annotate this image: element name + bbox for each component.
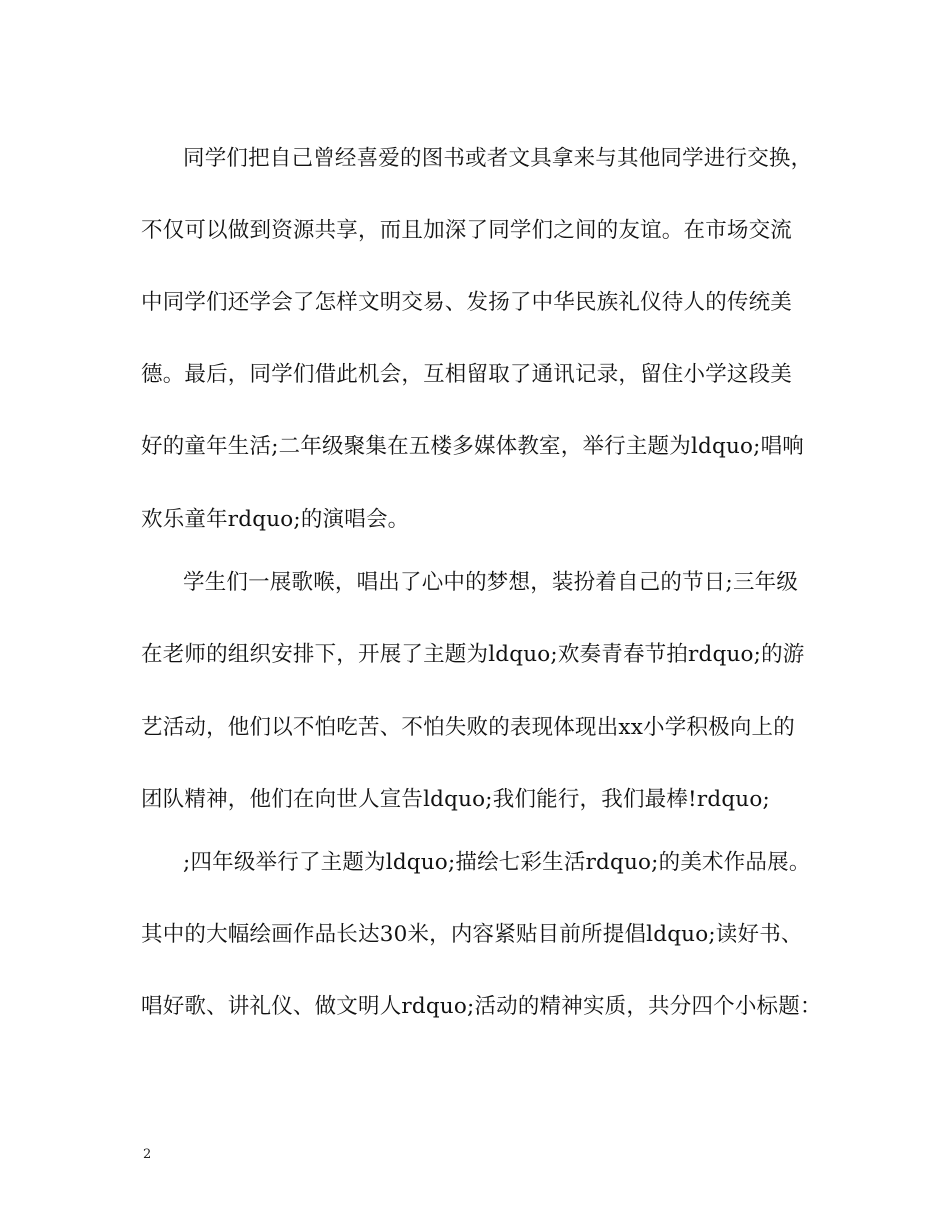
paragraph-3-line-2: 其中的大幅绘画作品长达30米，内容紧贴目前所提倡ldquo;读好书、 [141,922,803,947]
paragraph-1-line-1: 同学们把自己曾经喜爱的图书或者文具拿来与其他同学进行交换， [183,146,813,171]
paragraph-1-line-4: 德。最后，同学们借此机会，互相留取了通讯记录，留住小学这段美 [141,362,793,387]
paragraph-1-line-3: 中同学们还学会了怎样文明交易、发扬了中华民族礼仪待人的传统美 [141,290,793,315]
paragraph-1-line-5: 好的童年生活;二年级聚集在五楼多媒体教室，举行主题为ldquo;唱响 [141,434,804,459]
paragraph-3-line-1: ;四年级举行了主题为ldquo;描绘七彩生活rdquo;的美术作品展。 [183,850,811,875]
paragraph-2-line-1: 学生们一展歌喉，唱出了心中的梦想，装扮着自己的节日;三年级 [183,570,799,595]
paragraph-2-line-4: 团队精神，他们在向世人宣告ldquo;我们能行，我们最棒!rdquo; [141,787,770,812]
paragraph-2-line-3: 艺活动，他们以不怕吃苦、不怕失败的表现体现出xx小学积极向上的 [141,715,795,740]
paragraph-1-line-2: 不仅可以做到资源共享，而且加深了同学们之间的友谊。在市场交流 [141,218,793,243]
paragraph-1-line-6: 欢乐童年rdquo;的演唱会。 [141,507,410,532]
page-number: 2 [143,1147,152,1162]
paragraph-2-line-2: 在老师的组织安排下，开展了主题为ldquo;欢奏青春节拍rdquo;的游 [141,642,805,667]
paragraph-3-line-3: 唱好歌、讲礼仪、做文明人rdquo;活动的精神实质，共分四个小标题： [141,994,822,1019]
